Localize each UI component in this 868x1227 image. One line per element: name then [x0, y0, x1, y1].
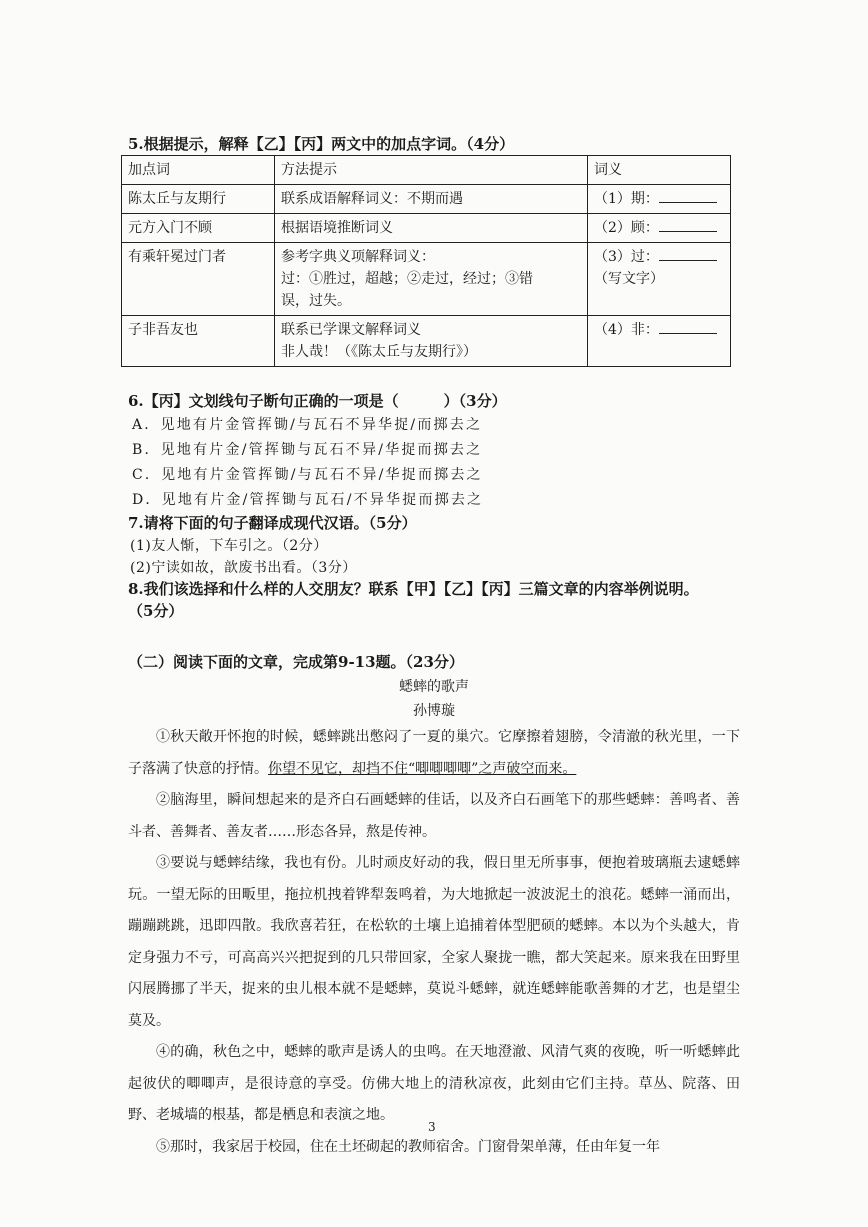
- method-line: 根据语境推断词义: [281, 220, 393, 236]
- paragraph-3: ③要说与蟋蟀结缘，我也有份。儿时顽皮好动的我，假日里无所事事，便抱着玻璃瓶去逮蟋蟀玩。一望无际的田畈里，拖拉机拽着铧犁轰鸣着，为大地掀起一波波泥土的浪花。蟋蟀一涌而出，蹦蹦跳跳，迅即四散。我欣喜若狂，在松软的土壤上追捕着体型肥硕的蟋蟀。本以为个头越大，肯定身强力不亏，可高高兴兴把捉到的几只带回家，全家人聚拢一瞧，都大笑起来。原来我在田野里闪展腾挪了半天，捉来的虫儿根本就不是蟋蟀，莫说斗蟋蟀，就连蟋蟀能歌善舞的才艺，也是望尘莫及。: [128, 855, 740, 1029]
- table-header: 词义: [588, 156, 731, 185]
- method-line: 过：①胜过，超越；②走过，经过；③错: [281, 271, 533, 287]
- q7-item-1: (1)友人惭，下车引之。（2分）: [130, 538, 328, 554]
- table-cell-word: 有乘轩冕过门者: [122, 243, 275, 316]
- meaning-note: （写文字）: [594, 271, 664, 287]
- table-cell-meaning: [588, 214, 731, 243]
- table-cell-method: [275, 243, 588, 316]
- question-8-score: （5分）: [128, 602, 184, 620]
- answer-blank[interactable]: [659, 217, 717, 232]
- method-line: 非人哉！（《陈太丘与友期行》）: [281, 344, 477, 360]
- option-b[interactable]: B．见地有片金/管挥锄与瓦石不异/华捉而掷去之: [132, 442, 483, 458]
- vocab-table: [121, 155, 731, 367]
- question-5-title: 5.根据提示，解释【乙】【丙】两文中的加点字词。（4分）: [128, 135, 515, 153]
- underlined-sentence: 你望不见它，却挡不住“唧唧唧唧”之声破空而来。: [268, 760, 577, 777]
- page-number: 3: [428, 1120, 436, 1134]
- meaning-label: （2）顾：: [594, 220, 659, 236]
- paragraph-2: ②脑海里，瞬间想起来的是齐白石画蟋蟀的佳话，以及齐白石画笔下的那些蟋蟀：善鸣者、善斗者、善舞者、善友者……形态各异，熬是传神。: [128, 792, 740, 840]
- table-cell-word: 元方入门不顾: [122, 214, 275, 243]
- question-7-title: 7.请将下面的句子翻译成现代汉语。（5分）: [128, 514, 417, 532]
- table-header: 方法提示: [275, 156, 588, 185]
- table-header-row: [122, 156, 731, 185]
- answer-blank[interactable]: [659, 188, 717, 203]
- table-cell-method: [275, 185, 588, 214]
- answer-blank[interactable]: [659, 319, 717, 334]
- table-row: [122, 185, 731, 214]
- option-d[interactable]: D．见地有片金/管挥锄与瓦石/不异华捉而掷去之: [132, 492, 484, 508]
- meaning-label: （3）过：: [594, 249, 659, 265]
- option-c[interactable]: C．见地有片金管挥锄/与瓦石不异/华捉而掷去之: [132, 467, 483, 483]
- method-line: 参考字典义项解释词义：: [281, 249, 435, 265]
- table-cell-meaning: [588, 243, 731, 316]
- q7-item-2: (2)宁读如故，歆废书出看。（3分）: [130, 560, 357, 576]
- table-row: [122, 316, 731, 367]
- method-line: 联系成语解释词义：不期而遇: [281, 191, 463, 207]
- meaning-label: （1）期：: [594, 191, 659, 207]
- article-body: [128, 722, 740, 1163]
- question-6-title: 6.【丙】文划线句子断句正确的一项是（ ）（3分）: [128, 392, 507, 410]
- section-2-title: （二）阅读下面的文章，完成第9-13题。（23分）: [128, 653, 464, 671]
- paragraph-4: ④的确，秋色之中，蟋蟀的歌声是诱人的虫鸣。在天地澄澈、风清气爽的夜晚，听一听蟋蟀此起彼伏的唧唧声，是很诗意的享受。仿佛大地上的清秋凉夜，此刻由它们主持。草丛、院落、田野、老城墙的根基，都是栖息和表演之地。: [128, 1044, 740, 1123]
- method-line: 联系已学课文解释词义: [281, 322, 421, 338]
- table-cell-word: 陈太丘与友期行: [122, 185, 275, 214]
- table-row: [122, 214, 731, 243]
- option-a[interactable]: A．见地有片金管挥锄/与瓦石不异华捉/而掷去之: [132, 417, 483, 433]
- table-cell-meaning: [588, 185, 731, 214]
- answer-blank[interactable]: [659, 246, 717, 261]
- paragraph-5: ⑤那时，我家居于校园，住在土坯砌起的教师宿舍。门窗骨架单薄，任由年复一年: [156, 1138, 660, 1155]
- table-row: [122, 243, 731, 316]
- question-8-title: 8.我们该选择和什么样的人交朋友？联系【甲】【乙】【丙】三篇文章的内容举例说明。: [128, 580, 699, 598]
- table-header: 加点词: [122, 156, 275, 185]
- table-cell-meaning: [588, 316, 731, 367]
- table-cell-method: [275, 316, 588, 367]
- meaning-label: （4）非：: [594, 322, 659, 338]
- paragraph-1-text: ①秋天敞开怀抱的时候，蟋蟀跳出憋闷了一夏的巢穴。它摩擦着翅膀，令清澈的秋光里，一下子落满了快意的抒情。: [128, 729, 740, 777]
- paragraph-1: [128, 722, 740, 785]
- method-line: 误，过失。: [281, 293, 351, 309]
- table-cell-method: [275, 214, 588, 243]
- table-cell-word: 子非吾友也: [122, 316, 275, 367]
- article-title: 蟋蟀的歌声: [399, 679, 469, 695]
- article-author: 孙博璇: [413, 703, 455, 719]
